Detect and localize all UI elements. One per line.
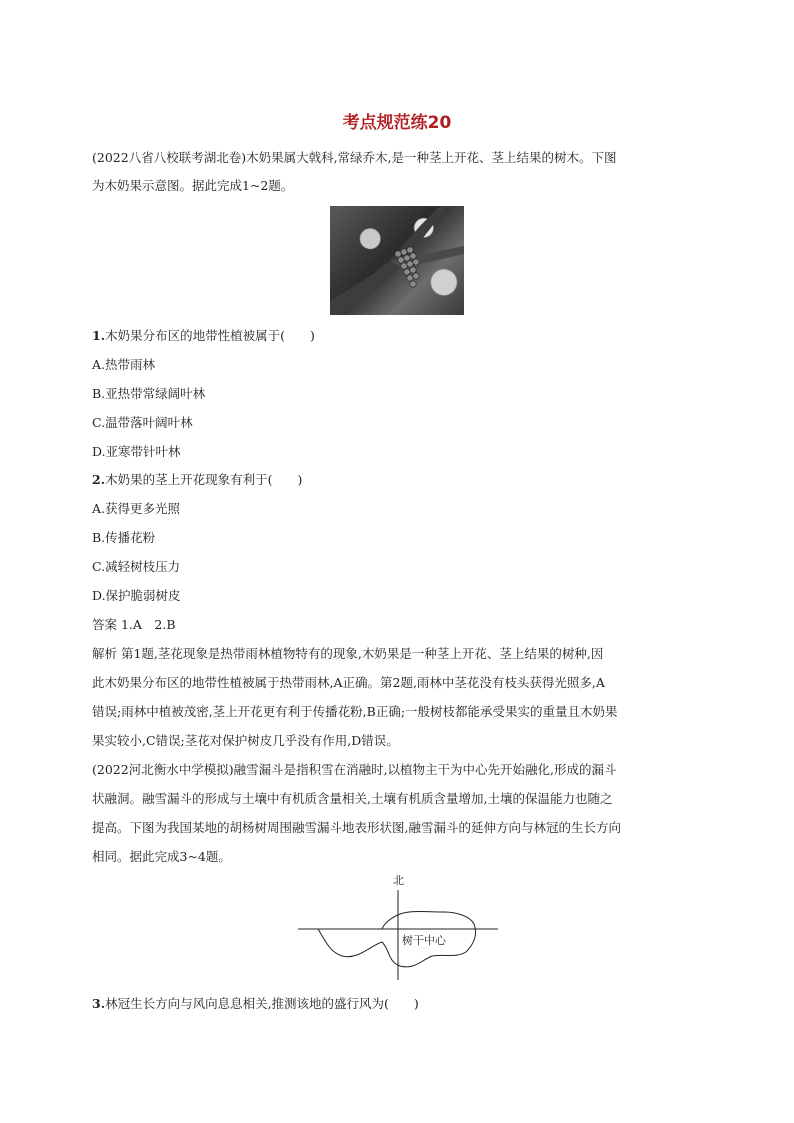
snow-funnel-svg [296,872,500,992]
analysis-line-4: 果实较小,C错误;茎花对保护树皮几乎没有作用,D错误。 [92,733,399,748]
tree-center-label: 树干中心 [402,934,446,947]
funnel-outline [318,912,476,967]
intro-2-line-4: 相同。据此完成3~4题。 [92,849,231,864]
page-title: 考点规范练20 [342,113,452,133]
question-2-option-b: B.传播花粉 [92,530,156,545]
question-2-option-c: C.减轻树枝压力 [92,559,181,574]
analysis-line-1: 解析 第1题,茎花现象是热带雨林植物特有的现象,木奶果是一种茎上开花、茎上结果的树种,因 [92,646,604,661]
question-2-number: 2. [92,472,106,487]
snow-funnel-diagram [296,872,500,992]
north-label: 北 [393,874,404,887]
question-1-option-c: C.温带落叶阔叶林 [92,415,193,430]
intro-2-line-3: 提高。下图为我国某地的胡杨树周围融雪漏斗地表形状图,融雪漏斗的延伸方向与林冠的生长方向 [92,820,621,835]
question-1-stem: 木奶果分布区的地带性植被属于( ) [105,328,315,343]
question-3-number: 3. [92,996,106,1011]
intro-1-line-2: 为木奶果示意图。据此完成1~2题。 [92,178,294,193]
question-2-option-a: A.获得更多光照 [92,501,181,516]
question-2 [92,472,704,488]
question-1-option-b: B.亚热带常绿阔叶林 [92,386,206,401]
question-1 [92,328,704,344]
question-3 [92,996,704,1012]
analysis-line-3: 错误;雨林中植被茂密,茎上开花更有利于传播花粉,B正确;一般树枝都能承受果实的重量且木奶果 [92,704,618,719]
mu-nai-guo-photo [330,206,464,315]
answer: 答案 1.A 2.B [92,617,176,632]
question-2-option-d: D.保护脆弱树皮 [92,588,181,603]
intro-2-line-1: (2022河北衡水中学模拟)融雪漏斗是指积雪在消融时,以植物主干为中心先开始融化,形成的漏斗 [92,762,617,777]
question-1-option-d: D.亚寒带针叶林 [92,444,181,459]
intro-1-line-1: (2022八省八校联考湖北卷)木奶果属大戟科,常绿乔木,是一种茎上开花、茎上结果的树木。下图 [92,150,617,165]
question-1-option-a: A.热带雨林 [92,357,156,372]
question-3-stem: 林冠生长方向与风向息息相关,推测该地的盛行风为( ) [105,996,419,1011]
question-1-number: 1. [92,328,106,343]
analysis-line-2: 此木奶果分布区的地带性植被属于热带雨林,A正确。第2题,雨林中茎花没有枝头获得光照多,A [92,675,605,690]
intro-2-line-2: 状融洞。融雪漏斗的形成与土壤中有机质含量相关,土壤有机质含量增加,土壤的保温能力也随之 [92,791,613,806]
question-2-stem: 木奶果的茎上开花现象有利于( ) [105,472,303,487]
